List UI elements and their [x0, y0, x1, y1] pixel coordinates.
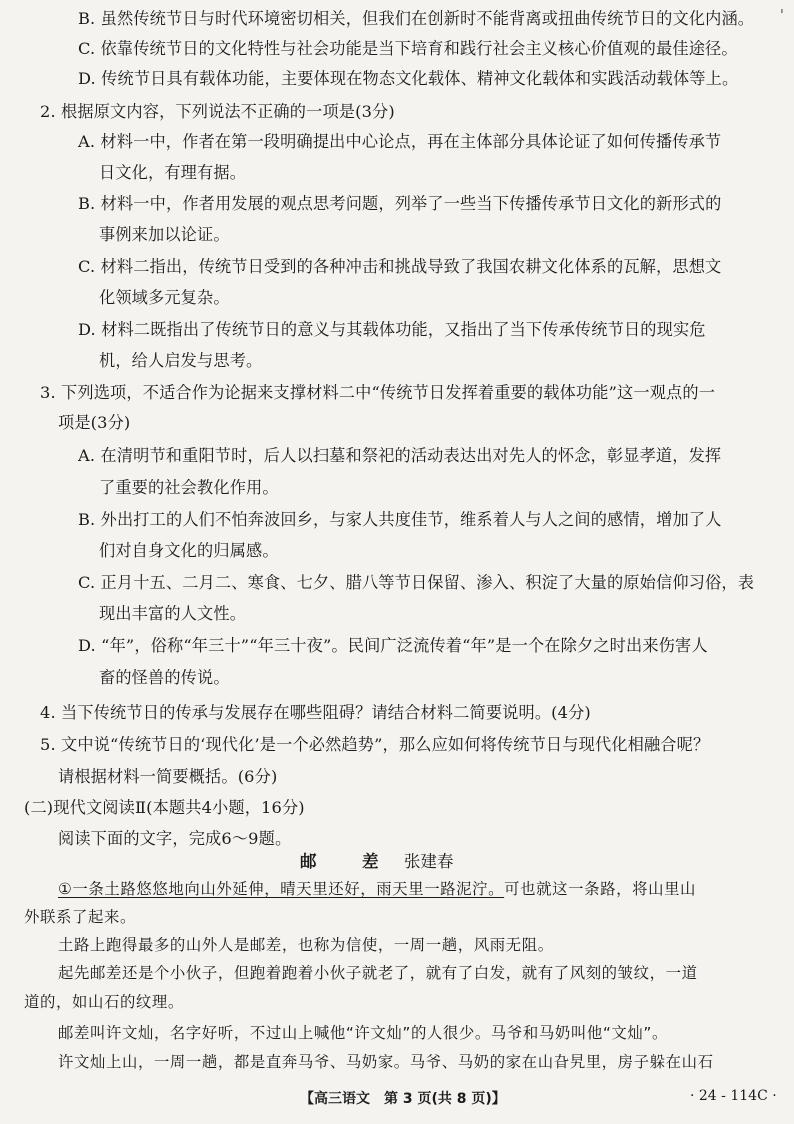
option-3c-cont: 现出丰富的人文性。 [99, 604, 247, 623]
page-footer: 【高三语文 第 3 页(共 8 页)】 [300, 1091, 506, 1107]
story-paragraph-2: 土路上跑得最多的山外人是邮差，也称为信使，一周一趟，风雨无阻。 [58, 936, 554, 954]
story-paragraph-4: 邮差叫许文灿，名字好听，不过山上喊他“许文灿”的人很少。马爷和马奶叫他“文灿”。 [58, 1024, 668, 1042]
option-3a: A. 在清明节和重阳节时，后人以扫墓和祭祀的活动表达出对先人的怀念，彰显孝道，发挥 [78, 446, 722, 465]
option-1c: C. 依靠传统节日的文化特性与社会功能是当下培育和践行社会主义核心价值观的最佳途径。 [78, 39, 738, 58]
reading-instruction: 阅读下面的文字，完成6～9题。 [58, 829, 292, 848]
option-3b-cont: 们对自身文化的归属感。 [99, 541, 279, 560]
option-1d: D. 传统节日具有载体功能，主要体现在物态文化载体、精神文化载体和实践活动载体等上。 [78, 69, 739, 88]
option-2a: A. 材料一中，作者在第一段明确提出中心论点，再在主体部分具体论证了如何传播传承节 [78, 132, 722, 151]
option-3d-cont: 畜的怪兽的传说。 [99, 668, 230, 687]
option-1b: B. 虽然传统节日与时代环境密切相关，但我们在创新时不能背离或扭曲传统节日的文化内涵。 [78, 9, 755, 28]
option-3c: C. 正月十五、二月二、寒食、七夕、腊八等节日保留、渗入、积淀了大量的原始信仰习俗，表 [78, 573, 755, 592]
story-title-char-2: 差 [362, 852, 379, 871]
story-paragraph-3: 起先邮差还是个小伙子，但跑着跑着小伙子就老了，就有了白发，就有了风刻的皱纹，一道 [58, 964, 698, 982]
question-3-cont: 项是(3分) [58, 413, 131, 432]
option-2c-cont: 化领域多元复杂。 [99, 288, 230, 307]
story-title-char-1: 邮 [300, 852, 317, 871]
story-title [300, 848, 454, 872]
option-2b: B. 材料一中，作者用发展的观点思考问题，列举了一些当下传播传承节日文化的新形式的 [78, 194, 722, 213]
story-paragraph-3-cont: 道的，如山石的纹理。 [24, 993, 184, 1011]
option-2c: C. 材料二指出，传统节日受到的各种冲击和挑战导致了我国农耕文化体系的瓦解，思想文 [78, 257, 722, 276]
option-3b: B. 外出打工的人们不怕奔波回乡，与家人共度佳节，维系着人与人之间的感情，增加了人 [78, 510, 722, 529]
question-5-cont: 请根据材料一简要概括。(6分) [58, 767, 278, 786]
story-paragraph-5: 许文灿上山，一周一趟，都是直奔马爷、马奶家。马爷、马奶的家在山旮旯里，房子躲在山石 [58, 1053, 714, 1071]
option-3d: D. “年”，俗称“年三十”“年三十夜”。民间广泛流传着“年”是一个在除夕之时出来伤害人 [78, 636, 708, 655]
option-2d: D. 材料二既指出了传统节日的意义与其载体功能，又指出了当下传承传统节日的现实危 [78, 320, 706, 339]
question-4: 4. 当下传统节日的传承与发展存在哪些阻碍？请结合材料二简要说明。(4分) [40, 703, 591, 722]
option-2b-cont: 事例来加以论证。 [99, 225, 230, 244]
story-paragraph-1-rest: 可也就这一条路，将山里山 [504, 880, 697, 898]
story-paragraph-1 [58, 878, 696, 900]
underlined-sentence: ①一条土路悠悠地向山外延伸，晴天里还好，雨天里一路泥泞。 [58, 880, 505, 898]
paper-code: · 24 - 114C · [690, 1088, 777, 1104]
question-3: 3. 下列选项，不适合作为论据来支撑材料二中“传统节日发挥着重要的载体功能”这一观点的一 [40, 383, 716, 402]
story-paragraph-1-cont: 外联系了起来。 [24, 908, 136, 926]
option-3a-cont: 了重要的社会教化作用。 [99, 478, 279, 497]
story-author: 张建春 [404, 852, 454, 871]
corner-mark: ' [779, 6, 784, 24]
option-2a-cont: 日文化，有理有据。 [99, 163, 247, 182]
question-5: 5. 文中说“传统节日的‘现代化’是一个必然趋势”，那么应如何将传统节日与现代化相融合呢？ [40, 735, 710, 754]
option-2d-cont: 机，给人启发与思考。 [99, 351, 263, 370]
question-2: 2. 根据原文内容，下列说法不正确的一项是(3分) [40, 102, 395, 121]
section-heading: (二)现代文阅读Ⅱ(本题共4小题，16分) [24, 798, 305, 817]
